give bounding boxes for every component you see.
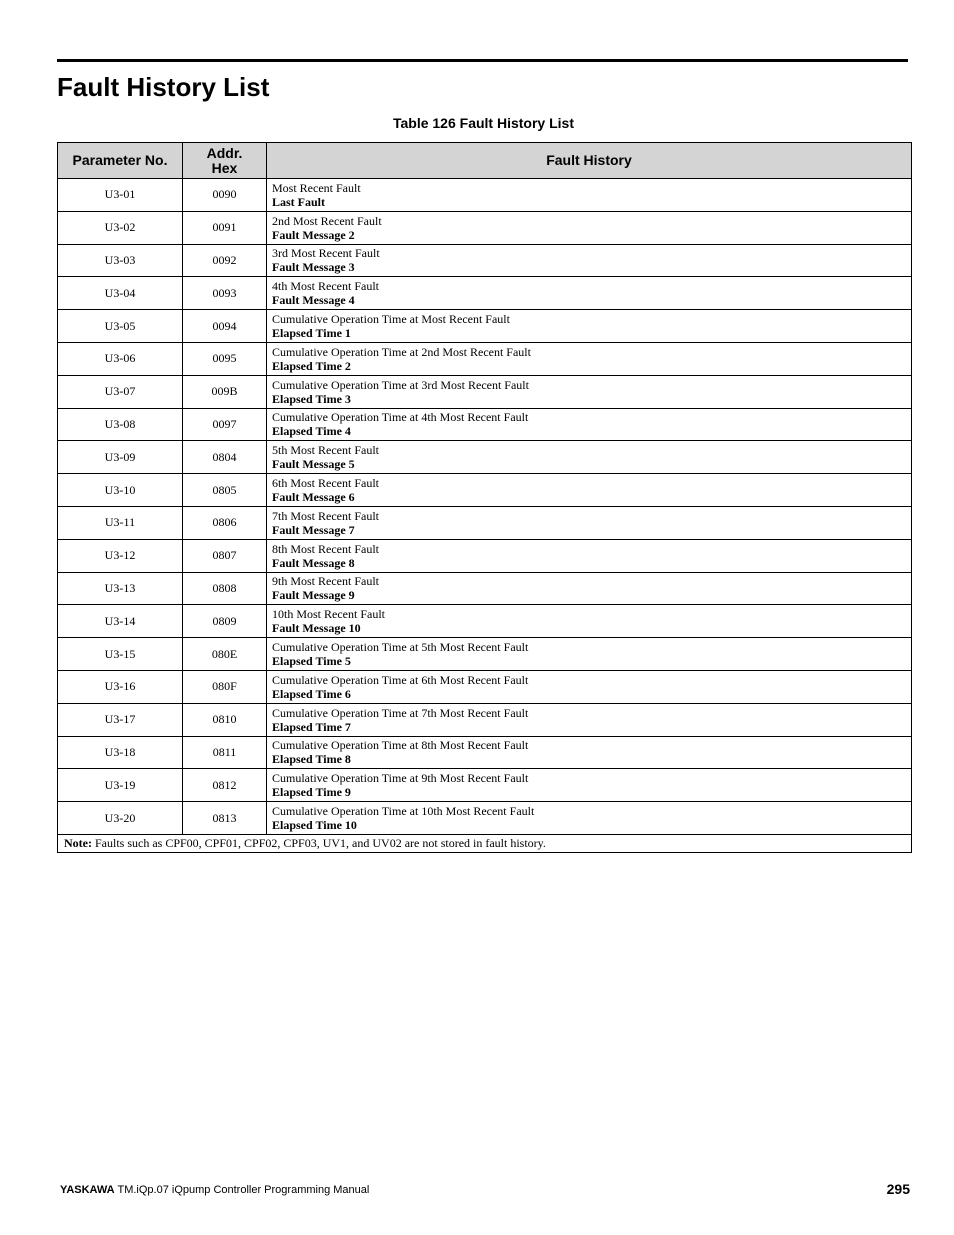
fault-history-cell — [267, 179, 912, 212]
fault-description: 7th Most Recent Fault — [272, 508, 379, 523]
table-row — [58, 769, 912, 802]
fault-history-cell — [267, 638, 912, 671]
fault-display-name: Elapsed Time 7 — [272, 719, 351, 734]
table-row — [58, 375, 912, 408]
addr-hex-cell: 0812 — [183, 769, 267, 802]
fault-description: 9th Most Recent Fault — [272, 574, 379, 589]
addr-hex-cell: 0811 — [183, 736, 267, 769]
table-row — [58, 441, 912, 474]
fault-description: 6th Most Recent Fault — [272, 476, 379, 491]
fault-display-name: Fault Message 2 — [272, 227, 355, 242]
table-body — [58, 179, 912, 835]
header-addr-hex — [183, 143, 267, 179]
fault-display-name: Fault Message 10 — [272, 621, 361, 636]
fault-history-cell — [267, 408, 912, 441]
table-footer — [58, 834, 912, 852]
table-row — [58, 736, 912, 769]
footer-brand: YASKAWA — [60, 1184, 115, 1196]
addr-hex-cell: 0090 — [183, 179, 267, 212]
fault-description: 2nd Most Recent Fault — [272, 213, 382, 228]
parameter-no-cell: U3-15 — [58, 638, 183, 671]
fault-history-cell — [267, 310, 912, 343]
fault-description: Cumulative Operation Time at 4th Most Recent Fault — [272, 410, 529, 425]
page-number: 295 — [886, 1181, 910, 1197]
note-cell — [58, 834, 912, 852]
header-row — [58, 143, 912, 179]
addr-hex-cell: 0805 — [183, 474, 267, 507]
parameter-no-cell: U3-14 — [58, 605, 183, 638]
table-row — [58, 179, 912, 212]
fault-history-cell — [267, 277, 912, 310]
fault-display-name: Elapsed Time 10 — [272, 818, 357, 833]
fault-history-cell — [267, 375, 912, 408]
fault-history-cell — [267, 670, 912, 703]
parameter-no-cell: U3-20 — [58, 802, 183, 835]
addr-hex-cell: 0094 — [183, 310, 267, 343]
addr-hex-cell: 0093 — [183, 277, 267, 310]
addr-hex-cell: 0804 — [183, 441, 267, 474]
fault-history-cell — [267, 539, 912, 572]
fault-history-cell — [267, 736, 912, 769]
fault-description: 8th Most Recent Fault — [272, 541, 379, 556]
fault-history-cell — [267, 572, 912, 605]
addr-hex-cell: 0091 — [183, 211, 267, 244]
footer-doc-title: TM.iQp.07 iQpump Controller Programming Manual — [117, 1184, 370, 1196]
fault-history-cell — [267, 802, 912, 835]
parameter-no-cell: U3-12 — [58, 539, 183, 572]
table-row — [58, 605, 912, 638]
fault-display-name: Fault Message 9 — [272, 588, 355, 603]
fault-history-cell — [267, 211, 912, 244]
fault-history-cell — [267, 441, 912, 474]
addr-hex-cell: 0097 — [183, 408, 267, 441]
table-row — [58, 277, 912, 310]
table-row — [58, 310, 912, 343]
top-rule — [57, 59, 908, 62]
table-row — [58, 211, 912, 244]
fault-display-name: Fault Message 8 — [272, 555, 355, 570]
parameter-no-cell: U3-18 — [58, 736, 183, 769]
parameter-no-cell: U3-09 — [58, 441, 183, 474]
fault-description: Cumulative Operation Time at 10th Most Recent Fault — [272, 804, 535, 819]
fault-display-name: Elapsed Time 4 — [272, 424, 351, 439]
fault-description: Most Recent Fault — [272, 180, 361, 195]
table-row — [58, 670, 912, 703]
addr-hex-cell: 0809 — [183, 605, 267, 638]
table-row — [58, 474, 912, 507]
table-row — [58, 572, 912, 605]
addr-hex-cell: 080E — [183, 638, 267, 671]
parameter-no-cell: U3-11 — [58, 506, 183, 539]
fault-description: Cumulative Operation Time at 5th Most Recent Fault — [272, 640, 529, 655]
addr-hex-cell: 0810 — [183, 703, 267, 736]
table-header — [58, 143, 912, 179]
parameter-no-cell: U3-13 — [58, 572, 183, 605]
fault-history-cell — [267, 342, 912, 375]
fault-display-name: Elapsed Time 8 — [272, 752, 351, 767]
addr-hex-cell: 0806 — [183, 506, 267, 539]
parameter-no-cell: U3-10 — [58, 474, 183, 507]
fault-history-cell — [267, 769, 912, 802]
fault-description: Cumulative Operation Time at 6th Most Recent Fault — [272, 672, 529, 687]
table-row — [58, 802, 912, 835]
fault-description: Cumulative Operation Time at 9th Most Recent Fault — [272, 771, 529, 786]
parameter-no-cell: U3-16 — [58, 670, 183, 703]
fault-display-name: Last Fault — [272, 194, 326, 209]
fault-history-cell — [267, 703, 912, 736]
fault-description: 4th Most Recent Fault — [272, 279, 379, 294]
fault-description: Cumulative Operation Time at 2nd Most Recent Fault — [272, 344, 531, 359]
parameter-no-cell: U3-05 — [58, 310, 183, 343]
fault-display-name: Elapsed Time 3 — [272, 391, 351, 406]
note-row — [58, 834, 912, 852]
parameter-no-cell: U3-06 — [58, 342, 183, 375]
table-row — [58, 703, 912, 736]
fault-display-name: Fault Message 7 — [272, 522, 355, 537]
fault-description: Cumulative Operation Time at 7th Most Recent Fault — [272, 705, 529, 720]
note-text: Faults such as CPF00, CPF01, CPF02, CPF03, UV1, and UV02 are not stored in fault history. — [94, 835, 546, 850]
fault-description: Cumulative Operation Time at 8th Most Recent Fault — [272, 738, 529, 753]
fault-display-name: Elapsed Time 6 — [272, 686, 351, 701]
parameter-no-cell: U3-08 — [58, 408, 183, 441]
header-addr-line2: Hex — [211, 159, 238, 176]
fault-display-name: Fault Message 3 — [272, 260, 355, 275]
header-parameter-no: Parameter No. — [58, 143, 183, 179]
parameter-no-cell: U3-02 — [58, 211, 183, 244]
page-title: Fault History List — [57, 72, 270, 102]
addr-hex-cell: 0807 — [183, 539, 267, 572]
fault-display-name: Fault Message 5 — [272, 457, 355, 472]
addr-hex-cell: 0808 — [183, 572, 267, 605]
fault-history-cell — [267, 474, 912, 507]
fault-history-cell — [267, 244, 912, 277]
parameter-no-cell: U3-07 — [58, 375, 183, 408]
fault-history-cell — [267, 605, 912, 638]
fault-description: 3rd Most Recent Fault — [272, 246, 380, 261]
fault-display-name: Elapsed Time 5 — [272, 654, 351, 669]
parameter-no-cell: U3-19 — [58, 769, 183, 802]
addr-hex-cell: 0095 — [183, 342, 267, 375]
fault-display-name: Elapsed Time 9 — [272, 785, 351, 800]
table-row — [58, 408, 912, 441]
table-row — [58, 539, 912, 572]
table-row — [58, 244, 912, 277]
parameter-no-cell: U3-17 — [58, 703, 183, 736]
addr-hex-cell: 009B — [183, 375, 267, 408]
fault-history-table — [57, 142, 912, 853]
footer-document — [60, 1183, 369, 1197]
table-row — [58, 342, 912, 375]
table-row — [58, 638, 912, 671]
parameter-no-cell: U3-01 — [58, 179, 183, 212]
fault-description: Cumulative Operation Time at 3rd Most Recent Fault — [272, 377, 529, 392]
header-addr-line1: Addr. — [206, 144, 243, 161]
parameter-no-cell: U3-04 — [58, 277, 183, 310]
addr-hex-cell: 080F — [183, 670, 267, 703]
fault-description: 5th Most Recent Fault — [272, 443, 379, 458]
fault-display-name: Elapsed Time 1 — [272, 326, 351, 341]
note-label: Note: — [64, 835, 92, 850]
fault-display-name: Fault Message 4 — [272, 293, 355, 308]
fault-display-name: Fault Message 6 — [272, 490, 355, 505]
table-caption: Table 126 Fault History List — [392, 115, 574, 131]
header-fault-history: Fault History — [267, 143, 912, 179]
fault-description: 10th Most Recent Fault — [272, 607, 385, 622]
fault-display-name: Elapsed Time 2 — [272, 358, 351, 373]
addr-hex-cell: 0092 — [183, 244, 267, 277]
parameter-no-cell: U3-03 — [58, 244, 183, 277]
table-row — [58, 506, 912, 539]
addr-hex-cell: 0813 — [183, 802, 267, 835]
fault-history-cell — [267, 506, 912, 539]
fault-description: Cumulative Operation Time at Most Recent Fault — [272, 312, 510, 327]
